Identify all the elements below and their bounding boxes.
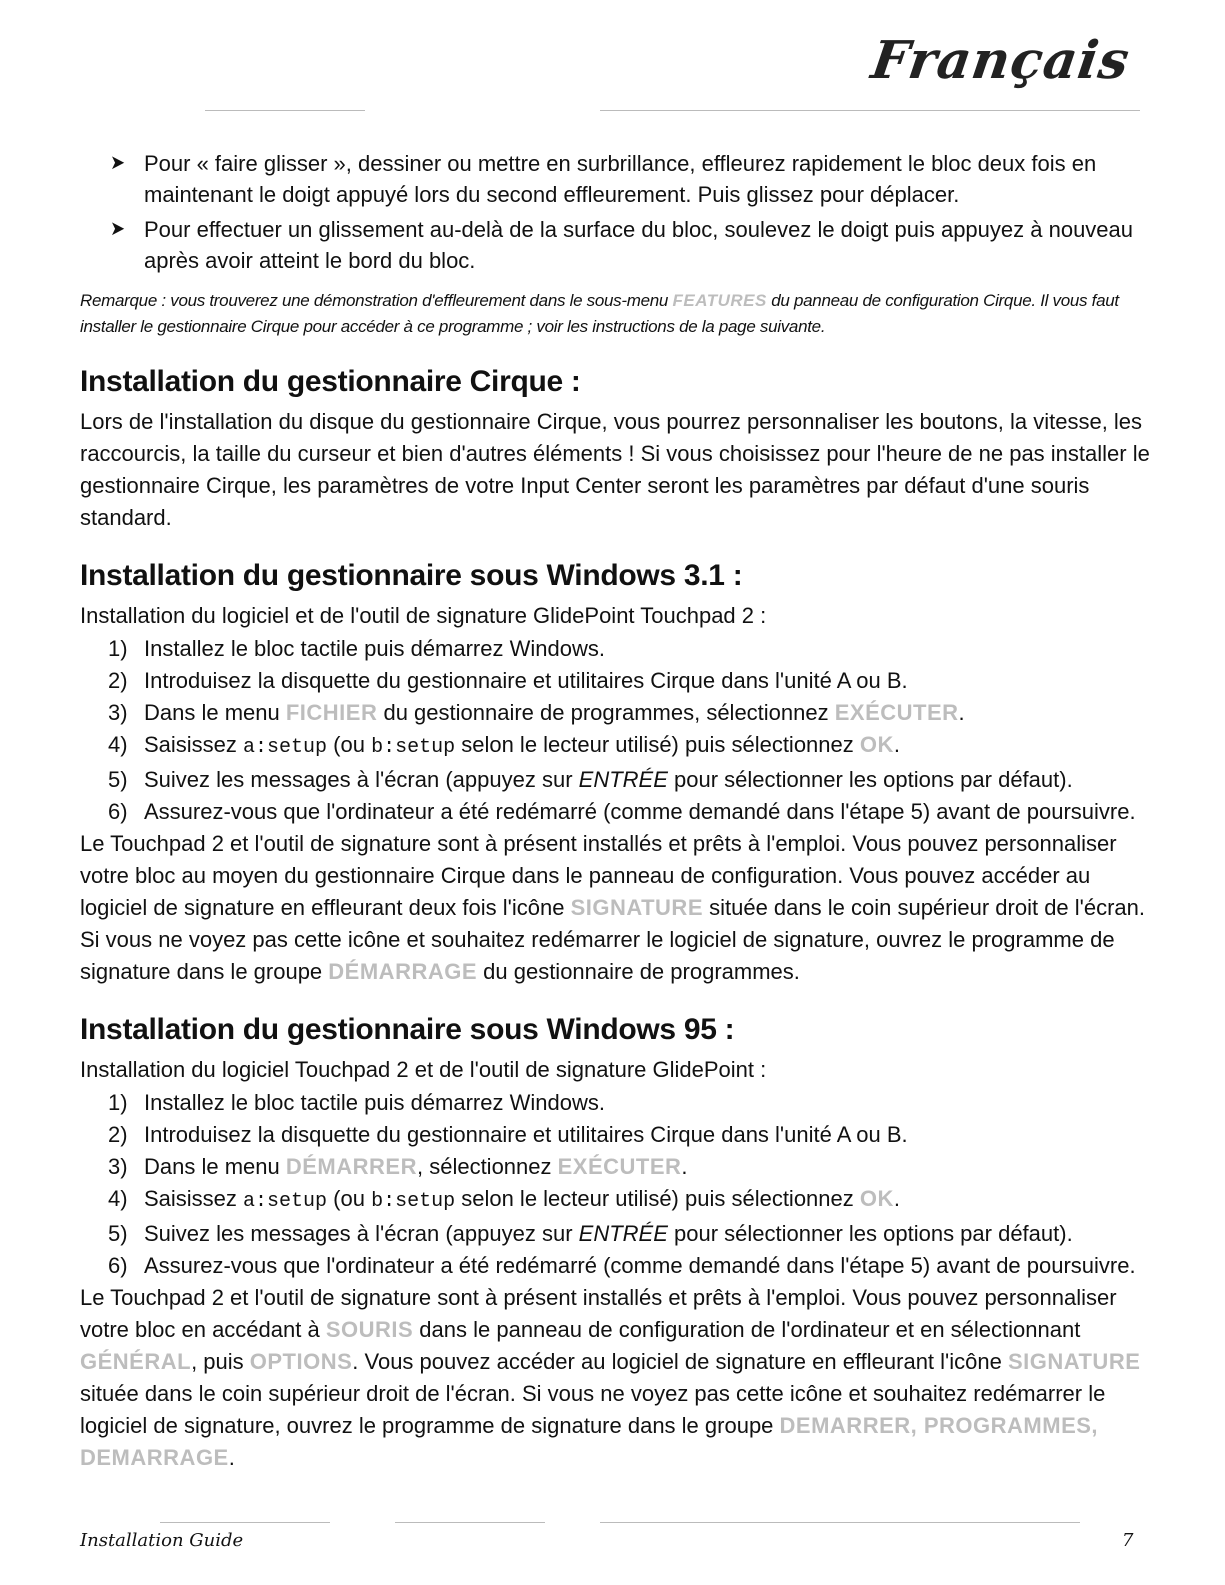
section-heading-win31: Installation du gestionnaire sous Windows 3.1 : [80,559,743,592]
step-text: pour sélectionner les options par défaut). [667,767,1073,792]
step-number: 4) [108,1186,128,1211]
keyword-ok: OK [859,1186,894,1211]
step-text: Introduisez la disquette du gestionnaire et utilitaires Cirque dans l'unité A ou B. [144,1122,908,1147]
section-closing-win31 [80,828,1150,988]
step-text: pour sélectionner les options par défaut). [667,1221,1073,1246]
closing-text: . Vous pouvez accéder au logiciel de signature en effleurant l'icône [352,1349,1008,1374]
step-item [80,633,1150,665]
arrow-bullet-icon: ➤ [110,218,126,240]
step-text: . [893,732,900,757]
keyword-souris: SOURIS [325,1317,414,1342]
keyword-features: FEATURES [672,291,767,310]
step-text: selon le lecteur utilisé) puis sélectionnez [455,1186,860,1211]
step-text: (ou [327,732,372,757]
keyword-entree: ENTRÉE [578,767,668,792]
keyword-demarrage: DEMARRAGE [80,1445,229,1470]
page-content [80,148,1150,1474]
step-text: Saisissez [144,732,244,757]
step-text: Installez le bloc tactile puis démarrez Windows. [144,636,605,661]
bullet-item [80,214,1150,276]
step-item [80,1151,1150,1183]
step-number: 6) [108,799,128,824]
step-item [80,665,1150,697]
code-b-setup: b:setup [371,1190,456,1213]
step-item [80,764,1150,796]
step-item [80,697,1150,729]
step-text: Dans le menu [144,700,286,725]
section-heading-cirque: Installation du gestionnaire Cirque : [80,365,581,398]
step-number: 3) [108,700,128,725]
bullet-item [80,148,1150,210]
footer-title: Installation Guide [80,1530,244,1551]
step-text: . [681,1154,688,1179]
step-number: 2) [108,1122,128,1147]
keyword-demarrer: DÉMARRER [285,1154,417,1179]
closing-text: Le Touchpad 2 et l'outil de signature sont à présent installés et prêts à l'emploi. Vous pouvez personnaliser votre bloc au moyen du gestionnaire Cirque dans le panneau de configuration. Vous pouvez accéder au logiciel de signature en effleurant deux fois l'icône [80,831,1117,920]
closing-text: située dans le coin supérieur droit de l'écran. Si vous ne voyez pas cette icône et souhaitez redémarrer le logiciel de signature, ouvrez le programme de signature dans le groupe [80,1381,1106,1438]
note-text: du panneau de configuration Cirque. Il vous faut installer le gestionnaire Cirque pour accéder à ce programme ; voir les instructions de la page suivante. [80,291,1119,336]
step-text: Dans le menu [144,1154,286,1179]
step-text: Assurez-vous que l'ordinateur a été redémarré (comme demandé dans l'étape 5) avant de poursuivre. [144,799,1136,824]
step-text: . [893,1186,900,1211]
footer-rule-left [160,1522,330,1523]
note-text: Remarque : vous trouverez une démonstration d'effleurement dans le sous-menu [80,291,673,310]
keyword-fichier: FICHIER [285,700,378,725]
step-number: 1) [108,1090,128,1115]
step-item [80,1218,1150,1250]
step-item [80,1250,1150,1282]
section-intro-win95: Installation du logiciel Touchpad 2 et de l'outil de signature GlidePoint : [80,1057,767,1082]
keyword-signature: SIGNATURE [1007,1349,1141,1374]
steps-list-win31 [80,633,1150,828]
closing-text: . [228,1445,235,1470]
step-item [80,796,1150,828]
page-number: 7 [1122,1530,1134,1551]
step-item [80,729,1150,764]
step-text: du gestionnaire de programmes, sélectionnez [377,700,835,725]
step-number: 5) [108,1221,128,1246]
keyword-ok: OK [859,732,894,757]
step-number: 1) [108,636,128,661]
step-item [80,1183,1150,1218]
step-text: Saisissez [144,1186,244,1211]
step-text: (ou [327,1186,372,1211]
step-text: Suivez les messages à l'écran (appuyez sur [144,767,579,792]
step-text: , sélectionnez [416,1154,558,1179]
step-text: Suivez les messages à l'écran (appuyez sur [144,1221,579,1246]
step-text: Introduisez la disquette du gestionnaire et utilitaires Cirque dans l'unité A ou B. [144,668,908,693]
closing-text: dans le panneau de configuration de l'ordinateur et en sélectionnant [413,1317,1081,1342]
step-number: 2) [108,668,128,693]
keyword-demarrage: DÉMARRAGE [328,959,478,984]
step-text: Installez le bloc tactile puis démarrez Windows. [144,1090,605,1115]
closing-text: Le Touchpad 2 et l'outil de signature sont à présent installés et prêts à l'emploi. Vous pouvez personnaliser votre bloc en accédant à [80,1285,1117,1342]
footer-rule-mid [395,1522,545,1523]
keyword-options: OPTIONS [249,1349,353,1374]
language-title: Français [867,30,1134,91]
code-a-setup: a:setup [243,1190,328,1213]
step-item [80,1119,1150,1151]
keyword-executer: EXÉCUTER [557,1154,682,1179]
section-heading-win95: Installation du gestionnaire sous Windows 95 : [80,1013,735,1046]
steps-list-win95 [80,1087,1150,1282]
step-item [80,1087,1150,1119]
section-closing-win95 [80,1282,1150,1474]
step-text: Assurez-vous que l'ordinateur a été redémarré (comme demandé dans l'étape 5) avant de poursuivre. [144,1253,1136,1278]
keyword-entree: ENTRÉE [578,1221,668,1246]
section-intro-win31: Installation du logiciel et de l'outil de signature GlidePoint Touchpad 2 : [80,603,767,628]
closing-text: , puis [191,1349,250,1374]
keyword-general: GÉNÉRAL [80,1349,192,1374]
keyword-executer: EXÉCUTER [834,700,959,725]
keyword-signature: SIGNATURE [570,895,703,920]
arrow-bullet-icon: ➤ [110,152,126,174]
header-rule-left [205,110,365,111]
step-text: selon le lecteur utilisé) puis sélectionnez [455,732,860,757]
closing-text: située dans le coin supérieur droit de l'écran. Si vous ne voyez pas cette icône et souhaitez redémarrer le logiciel de signature, ouvrez le programme de signature dans le groupe [80,895,1146,984]
keyword-demarrer-programmes: DEMARRER, PROGRAMMES, [779,1413,1099,1438]
step-number: 4) [108,732,128,757]
step-number: 5) [108,767,128,792]
bullet-text: Pour « faire glisser », dessiner ou mettre en surbrillance, effleurez rapidement le bloc deux fois en maintenant le doigt appuyé lors du second effleurement. Puis glissez pour déplacer. [144,151,1097,207]
section-body-cirque: Lors de l'installation du disque du gestionnaire Cirque, vous pourrez personnaliser les boutons, la vitesse, les raccourcis, la taille du curseur et bien d'autres éléments ! Si vous choisissez pour l'heure de ne pas installer le gestionnaire Cirque, les paramètres de votre Input Center seront les paramètres par défaut d'une souris standard. [80,409,1150,530]
bullet-text: Pour effectuer un glissement au-delà de la surface du bloc, soulevez le doigt puis appuyez à nouveau après avoir atteint le bord du bloc. [144,217,1134,273]
code-b-setup: b:setup [371,736,456,759]
footer-rule-right [600,1522,1080,1523]
step-number: 6) [108,1253,128,1278]
closing-text: du gestionnaire de programmes. [477,959,800,984]
header-rule-right [600,110,1140,111]
step-text: . [958,700,965,725]
note-paragraph [80,288,1150,340]
code-a-setup: a:setup [243,736,328,759]
step-number: 3) [108,1154,128,1179]
